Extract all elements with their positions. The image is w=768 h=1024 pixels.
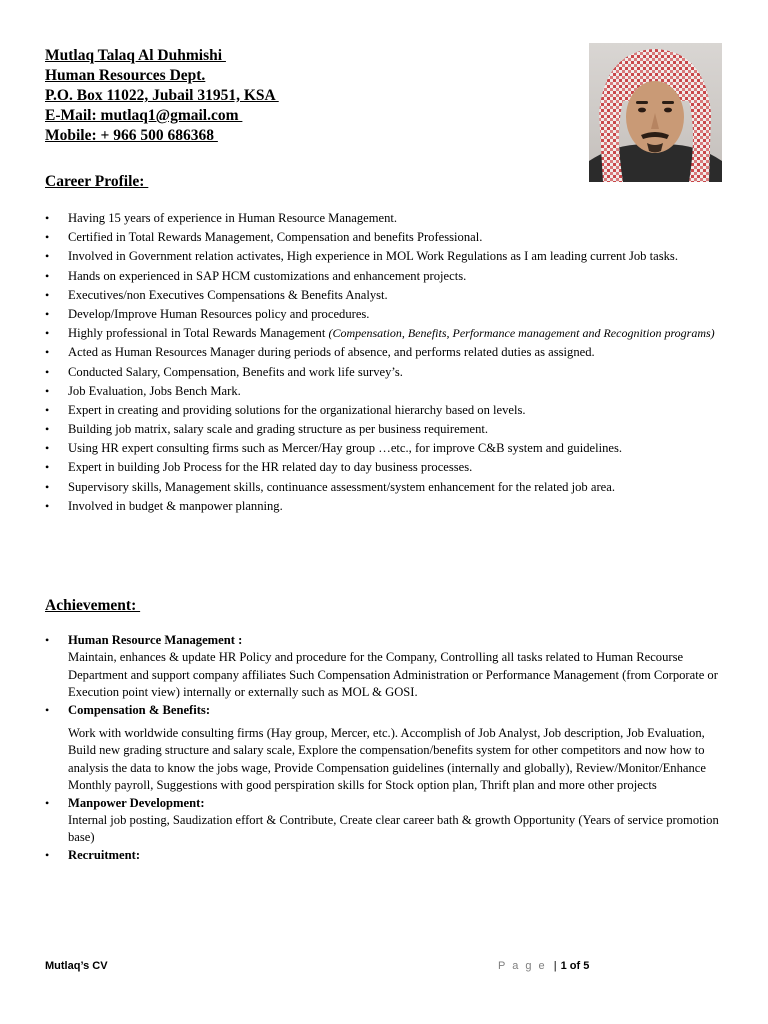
list-item: • Involved in Government relation activates, High experience in MOL Work Regulations as I am leading current Job tasks. xyxy=(45,249,678,264)
list-item: • Expert in creating and providing solutions for the organizational hierarchy based on levels. xyxy=(45,402,526,417)
bullet-icon: • xyxy=(45,422,50,437)
bullet-icon: • xyxy=(45,364,50,379)
list-item: • Develop/Improve Human Resources policy and procedures. xyxy=(45,306,370,321)
list-item: • Highly professional in Total Rewards Management (Compensation, Benefits, Performance management and Recognition programs) xyxy=(45,326,715,341)
list-item: • Supervisory skills, Management skills, continuance assessment/system enhancement for the related job area. xyxy=(45,479,615,494)
bullet-icon: • xyxy=(45,383,50,398)
career-profile-heading: Career Profile: xyxy=(45,173,149,190)
bullet-icon: • xyxy=(45,345,50,360)
postal-address: P.O. Box 11022, Jubail 31951, KSA xyxy=(45,87,279,104)
bullet-icon: • xyxy=(45,498,50,513)
list-item: • Acted as Human Resources Manager during periods of absence, and performs related duties as assigned. xyxy=(45,345,595,360)
achievement-body-hr: Maintain, enhances & update HR Policy and procedure for the Company, Controlling all tasks related to Human Recourse Department and support company affiliates Such Compensation Administration or Performance Management (from Corporate or Execution point view) internally or externally such as MOL & GOSI. xyxy=(68,650,718,700)
bullet-icon: • xyxy=(45,702,50,717)
bullet-icon: • xyxy=(45,441,50,456)
achievement-heading-recruitment: Recruitment: xyxy=(68,847,141,862)
achievement-heading: Achievement: xyxy=(45,597,141,614)
bullet-icon: • xyxy=(45,847,50,862)
bullet-icon: • xyxy=(45,211,50,225)
bullet-icon: • xyxy=(45,306,50,321)
list-item: • Involved in budget & manpower planning. xyxy=(45,498,283,513)
career-profile-list xyxy=(45,211,725,518)
list-item: • Having 15 years of experience in Human Resource Management. xyxy=(45,211,398,225)
list-item xyxy=(45,632,725,702)
list-item: • Using HR expert consulting firms such as Mercer/Hay group …etc., for improve C&B system and guidelines. xyxy=(45,441,623,456)
achievement-heading-hr: Human Resource Management : xyxy=(68,633,243,647)
bullet-icon: • xyxy=(45,479,50,494)
email-address[interactable]: E-Mail: mutlaq1@gmail.com xyxy=(45,107,243,124)
bullet-icon: • xyxy=(45,268,50,283)
bullet-icon: • xyxy=(45,230,50,245)
bullet-icon: • xyxy=(45,633,50,647)
bullet-icon: • xyxy=(45,249,50,264)
list-item: • Hands on experienced in SAP HCM customizations and enhancement projects. xyxy=(45,268,467,283)
list-item xyxy=(45,795,725,847)
page-footer xyxy=(45,960,725,978)
achievement-heading-manpower: Manpower Development: xyxy=(68,795,205,810)
italic-note: (Compensation, Benefits, Performance management and Recognition programs) xyxy=(328,326,715,341)
list-item: • Job Evaluation, Jobs Bench Mark. xyxy=(45,383,241,398)
applicant-name: Mutlaq Talaq Al Duhmishi xyxy=(45,47,226,64)
list-item: • Expert in building Job Process for the HR related day to day business processes. xyxy=(45,460,473,475)
achievement-body-compensation: Work with worldwide consulting firms (Hay group, Mercer, etc.). Accomplish of Job Analyst, Job description, Job Evaluation, Build new grading structure and salary scale, Explore the compensation/benefits system for other competitors and now how to analysis the data to know the jobs wage, Provide Compensation guidelines (internally and globally), Review/Monitor/Enhance Monthly payroll, Suggestions with good perspiration skills for Stock option plan, Thrift plan and more other projects xyxy=(68,726,706,793)
bullet-icon: • xyxy=(45,460,50,475)
list-item: • Executives/non Executives Compensations & Benefits Analyst. xyxy=(45,287,388,302)
department: Human Resources Dept. xyxy=(45,67,206,84)
portrait-photo xyxy=(589,43,722,182)
achievement-heading-compensation: Compensation & Benefits: xyxy=(68,702,211,717)
footer-page-number: P a g e | 1 of 5 xyxy=(498,960,590,972)
contact-header xyxy=(45,46,565,146)
list-item: • Certified in Total Rewards Management, Compensation and benefits Professional. xyxy=(45,230,483,245)
list-item: • Building job matrix, salary scale and grading structure as per business requirement. xyxy=(45,422,489,437)
bullet-icon: • xyxy=(45,287,50,302)
bullet-icon: • xyxy=(45,402,50,417)
mobile-number: Mobile: + 966 500 686368 xyxy=(45,127,218,144)
list-item xyxy=(45,847,725,864)
footer-document-name: Mutlaq’s CV xyxy=(45,960,108,972)
bullet-icon: • xyxy=(45,795,50,810)
bullet-icon: • xyxy=(45,326,50,341)
achievement-body-manpower: Internal job posting, Saudization effort & Contribute, Create clear career bath & growth Opportunity (Years of service promotion base) xyxy=(68,813,719,845)
achievement-list xyxy=(45,632,725,864)
list-item: • Conducted Salary, Compensation, Benefits and work life survey’s. xyxy=(45,364,403,379)
list-item xyxy=(45,702,725,795)
